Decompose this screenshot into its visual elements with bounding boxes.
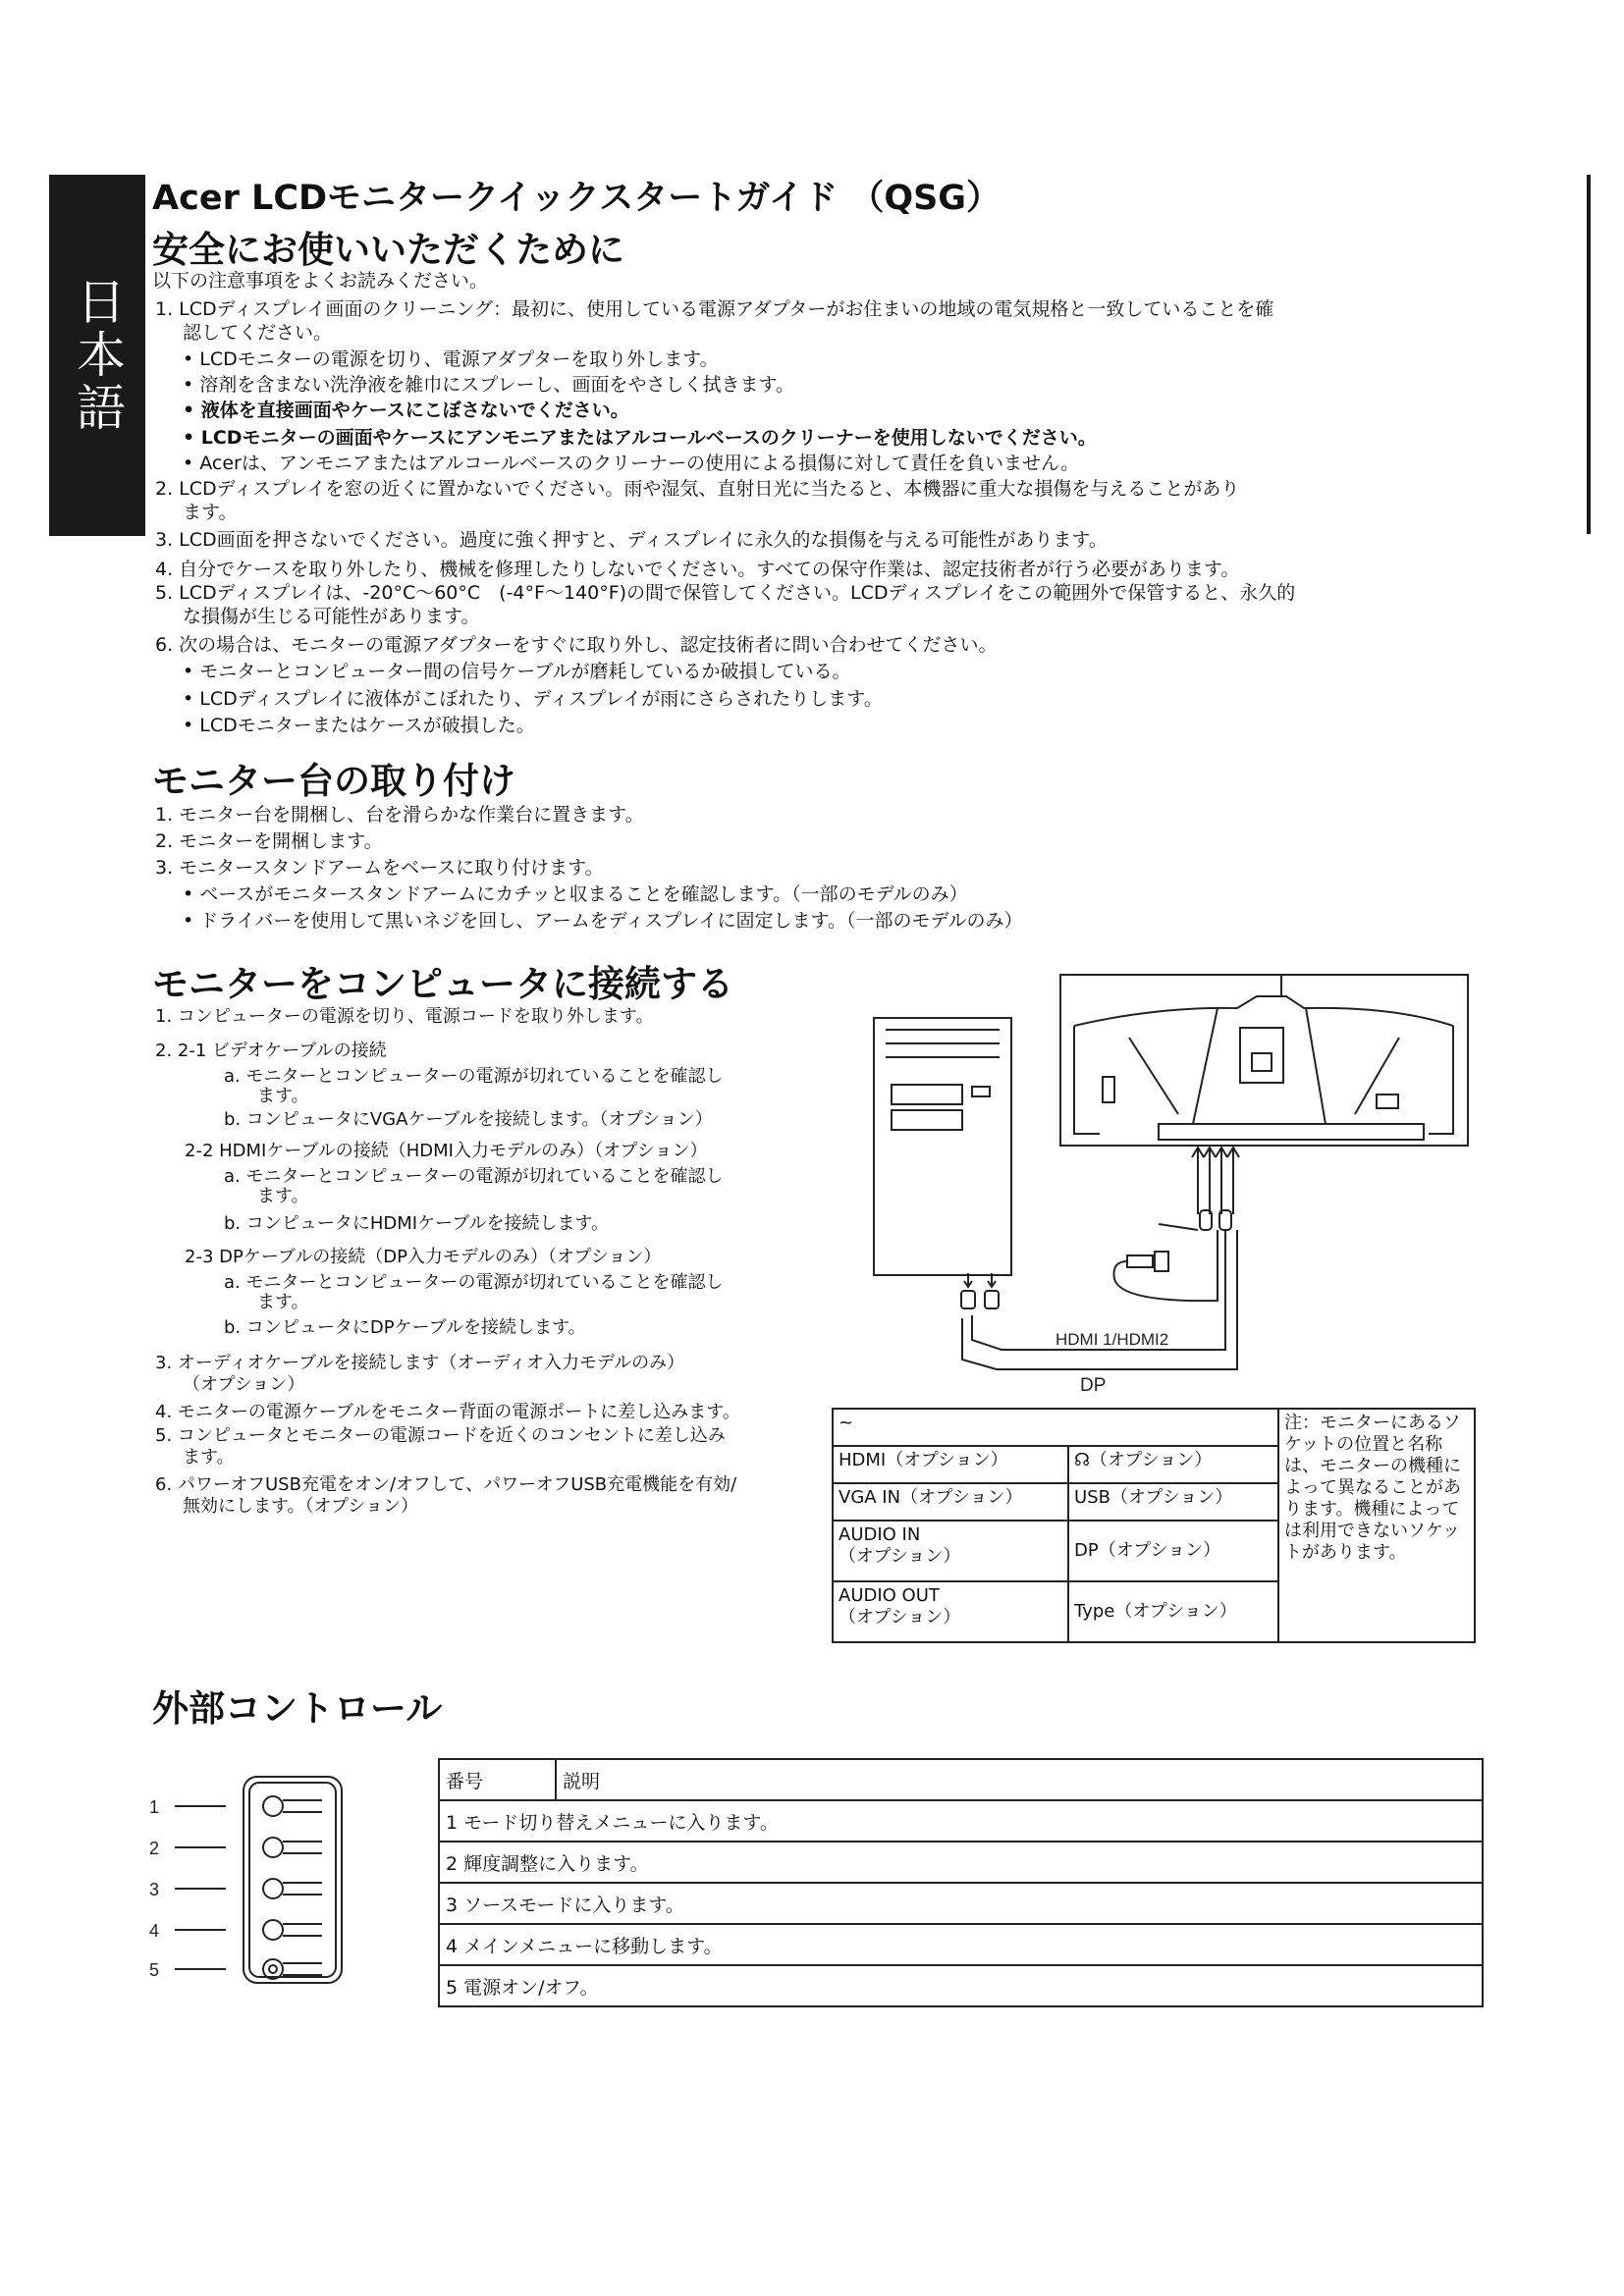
- connect-step: a. モニターとコンピューターの電源が切れていることを確認し: [224, 1272, 724, 1293]
- stand-item-1: 1. モニター台を開梱し、台を滑らかな作業台に置きます。: [155, 804, 644, 826]
- safety-item-2-cont: ます。: [183, 502, 238, 523]
- stand-heading: モニター台の取り付け: [152, 760, 515, 802]
- connect-step: a. モニターとコンピューターの電源が切れていることを確認し: [224, 1066, 724, 1087]
- cable-arrows-icon: [1192, 1148, 1239, 1214]
- stand-item-3: 3. モニタースタンドアームをベースに取り付けます。: [155, 857, 604, 879]
- connection-diagram: [864, 967, 1492, 1404]
- safety-item-1: 1. LCDディスプレイ画面のクリーニング：最初に、使用している電源アダプターがお住まいの地域の電気規格と一致していることを確: [155, 298, 1274, 320]
- control-label-5: 5: [149, 1960, 160, 1980]
- connect-item-4: 4. モニターの電源ケーブルをモニター背面の電源ポートに差し込みます。: [155, 1402, 740, 1422]
- connect-subheading: 2-3 DPケーブルの接続（DP入力モデルのみ）（オプション）: [185, 1247, 662, 1267]
- safety-bullet: • モニターとコンピューター間の信号ケーブルが磨耗しているか破損している。: [183, 661, 851, 682]
- port-audio-out: [833, 1581, 1068, 1642]
- safety-bullet: • Acerは、アンモニアまたはアルコールベースのクリーナーの使用による損傷に対して責任を負いません。: [183, 453, 1080, 474]
- connect-item-6: 6. パワーオフUSB充電をオン/オフして、パワーオフUSB充電機能を有効/: [155, 1474, 737, 1495]
- connect-step-cont: ます。: [257, 1186, 309, 1206]
- connect-step: a. モニターとコンピューターの電源が切れていることを確認し: [224, 1166, 724, 1187]
- connect-step-cont: ます。: [257, 1086, 309, 1106]
- connect-item-3: 3. オーディオケーブルを接続します（オーディオ入力モデルのみ）: [155, 1353, 685, 1373]
- safety-item-5-cont: な損傷が生じる可能性があります。: [183, 606, 480, 627]
- headphone-icon: ☊: [1074, 1450, 1090, 1470]
- connect-item-5: 5. コンピュータとモニターの電源コードを近くのコンセントに差し込み: [155, 1425, 726, 1446]
- port-audio-in-option: （オプション）: [839, 1546, 961, 1567]
- pc-tower-icon: [874, 1018, 1011, 1275]
- controls-row: 3 ソースモードに入ります。: [439, 1883, 1483, 1924]
- safety-heading: 安全にお使いいただくために: [152, 229, 624, 271]
- language-tab: [49, 175, 145, 536]
- stand-bullet: • ベースがモニタースタンドアームにカチッと収まることを確認します。（一部のモデルのみ）: [183, 883, 968, 905]
- connect-item-1: 1. コンピューターの電源を切り、電源コードを取り外します。: [155, 1006, 654, 1027]
- controls-row: 2 輝度調整に入ります。: [439, 1842, 1483, 1883]
- safety-intro: 以下の注意事項をよくお読みください。: [152, 270, 489, 292]
- safety-item-3: 3. LCD画面を押さないでください。過度に強く押すと、ディスプレイに永久的な損傷を与える可能性があります。: [155, 529, 1108, 551]
- control-buttons-diagram: [147, 1775, 353, 1991]
- port-headphone-label: （オプション）: [1090, 1450, 1213, 1470]
- controls-header-number: 番号: [439, 1759, 556, 1800]
- ports-table: [832, 1408, 1476, 1643]
- monitor-back-icon: [1060, 975, 1468, 1146]
- controls-row: 5 電源オン/オフ。: [439, 1965, 1483, 2006]
- port-audio-in-label: AUDIO IN: [839, 1524, 921, 1545]
- safety-item-4: 4. 自分でケースを取り外したり、機械を修理したりしないでください。すべての保守作業は、認定技術者が行う必要があります。: [155, 559, 1240, 580]
- margin-rule: [1587, 175, 1591, 534]
- connect-step: b. コンピュータにHDMIケーブルを接続します。: [224, 1213, 610, 1234]
- connect-item-6-cont: 無効にします。（オプション）: [183, 1496, 418, 1517]
- port-hdmi: HDMI（オプション）: [833, 1446, 1068, 1483]
- connect-item-2: 2. 2-1 ビデオケーブルの接続: [155, 1041, 387, 1061]
- connect-item-3-cont: （オプション）: [183, 1374, 305, 1395]
- port-headphone: [1068, 1446, 1278, 1483]
- port-audio-out-label: AUDIO OUT: [839, 1585, 940, 1606]
- controls-heading: 外部コントロール: [152, 1687, 443, 1730]
- port-power: ~: [833, 1409, 1278, 1446]
- connect-item-5-cont: ます。: [183, 1447, 235, 1468]
- safety-item-5: 5. LCDディスプレイは、-20°C～60°C (-4°F～140°F)の間で保管してください。LCDディスプレイをこの範囲外で保管すると、永久的: [155, 582, 1296, 604]
- control-label-4: 4: [149, 1921, 160, 1941]
- controls-header-description: 説明: [556, 1759, 1483, 1800]
- safety-item-6: 6. 次の場合は、モニターの電源アダプターをすぐに取り外し、認定技術者に問い合わせてください。: [155, 634, 998, 656]
- document-title: Acer LCDモニタークイックスタートガイド （QSG）: [152, 179, 1001, 218]
- stand-item-2: 2. モニターを開梱します。: [155, 830, 383, 852]
- control-label-2: 2: [149, 1839, 160, 1858]
- diagram-label-hdmi: HDMI 1/HDMI2: [1056, 1330, 1169, 1349]
- safety-bullet: • 溶剤を含まない洗浄液を雑巾にスプレーし、画面をやさしく拭きます。: [183, 374, 794, 396]
- controls-row: 1 モード切り替えメニューに入ります。: [439, 1800, 1483, 1842]
- port-usb: USB（オプション）: [1068, 1483, 1278, 1521]
- safety-bullet: • LCDモニターまたはケースが破損した。: [183, 715, 535, 736]
- safety-bullet: • LCDモニターの電源を切り、電源アダプターを取り外します。: [183, 348, 719, 370]
- connect-step: b. コンピュータにDPケーブルを接続します。: [224, 1317, 586, 1338]
- language-tab-label: 日本語: [69, 276, 126, 435]
- port-audio-in: [833, 1521, 1068, 1581]
- stand-bullet: • ドライバーを使用して黒いネジを回し、アームをディスプレイに固定します。（一部のモデルのみ）: [183, 910, 1023, 932]
- port-type: Type（オプション）: [1068, 1581, 1278, 1642]
- ports-note: 注：モニターにあるソケットの位置と名称は、モニターの機種によって異なることがあります。機種によっては利用できないソケットがあります。: [1278, 1409, 1475, 1642]
- safety-bullet-warning: • LCDモニターの画面やケースにアンモニアまたはアルコールベースのクリーナーを使用しないでください。: [183, 427, 1097, 449]
- controls-table: [438, 1758, 1484, 2007]
- port-dp: DP（オプション）: [1068, 1521, 1278, 1581]
- port-audio-out-option: （オプション）: [839, 1607, 961, 1628]
- control-label-1: 1: [149, 1797, 160, 1817]
- safety-item-2: 2. LCDディスプレイを窓の近くに置かないでください。雨や湿気、直射日光に当たると、本機器に重大な損傷を与えることがあり: [155, 478, 1240, 500]
- control-label-3: 3: [149, 1880, 160, 1899]
- connect-step-cont: ます。: [257, 1292, 309, 1312]
- safety-bullet: • LCDディスプレイに液体がこぼれたり、ディスプレイが雨にさらされたりします。: [183, 688, 883, 710]
- controls-row: 4 メインメニューに移動します。: [439, 1924, 1483, 1965]
- safety-item-1-cont: 認してください。: [183, 322, 333, 344]
- port-vga: VGA IN（オプション）: [833, 1483, 1068, 1521]
- connect-heading: モニターをコンピュータに接続する: [152, 963, 733, 1005]
- diagram-label-dp: DP: [1080, 1375, 1107, 1396]
- connect-step: b. コンピュータにVGAケーブルを接続します。（オプション）: [224, 1109, 713, 1130]
- connect-subheading: 2-2 HDMIケーブルの接続（HDMI入力モデルのみ）（オプション）: [185, 1141, 708, 1161]
- safety-bullet-warning: • 液体を直接画面やケースにこぼさないでください。: [183, 400, 629, 421]
